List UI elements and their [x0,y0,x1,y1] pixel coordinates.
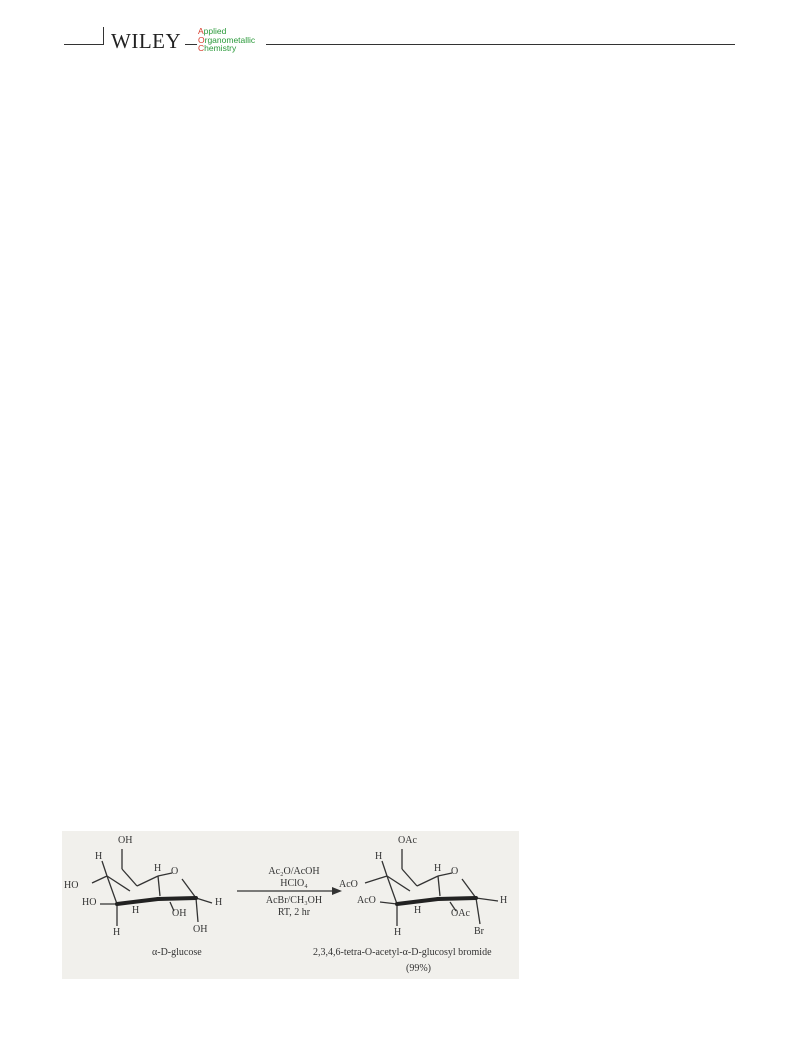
reactant-oh-top: OH [118,835,133,846]
product-oac-c2: OAc [451,908,470,919]
condition-4: RT, 2 hr [277,907,311,918]
header-rule-left [64,44,104,45]
journal-line-1: Applied [198,26,227,36]
product-br: Br [474,926,484,937]
reactant-oh-c1: OH [193,924,208,935]
header-rule-tick [103,27,104,45]
product-h-c2: H [414,905,422,916]
reactant-ho-left: HO [64,880,79,891]
reactant-h-bottom: H [113,927,121,938]
reactant-ho-mid: HO [82,897,97,908]
product-oac-top: OAc [398,835,417,846]
journal-line-3: Chemistry [198,43,237,53]
reaction-scheme [62,831,519,979]
condition-3: AcBr/CH₃OH [265,895,323,906]
page-header [0,0,793,60]
reactant-h-c2: H [132,905,140,916]
header-rule-mid [185,44,197,45]
product-h-ring-top: H [434,863,442,874]
condition-2: HClO₄ [280,878,308,889]
reactant-h-c1: H [215,897,223,908]
journal-line-2: Organometallic [198,34,256,45]
product-h-bottom: H [394,927,402,938]
product-aco-mid: AcO [357,895,376,906]
product-name: 2,3,4,6-tetra-O-acetyl-α-D-glucosyl bromide [313,947,492,958]
product-aco-left: AcO [339,879,358,890]
condition-1: Ac₂O/AcOH [268,866,320,877]
header-rule-right [266,44,735,45]
product-o-ring: O [451,866,459,877]
reactant-h-top: H [95,851,103,862]
reactant-o-ring: O [171,866,179,877]
product-yield: (99%) [406,963,431,974]
reactant-h-ring-top: H [154,863,162,874]
publisher-logo: WILEY [111,29,182,53]
reactant-oh-c2: OH [172,908,187,919]
reactant-name: α-D-glucose [152,947,202,958]
journal-logo [198,27,255,53]
product-h-c1: H [500,895,508,906]
product-h-top: H [375,851,383,862]
